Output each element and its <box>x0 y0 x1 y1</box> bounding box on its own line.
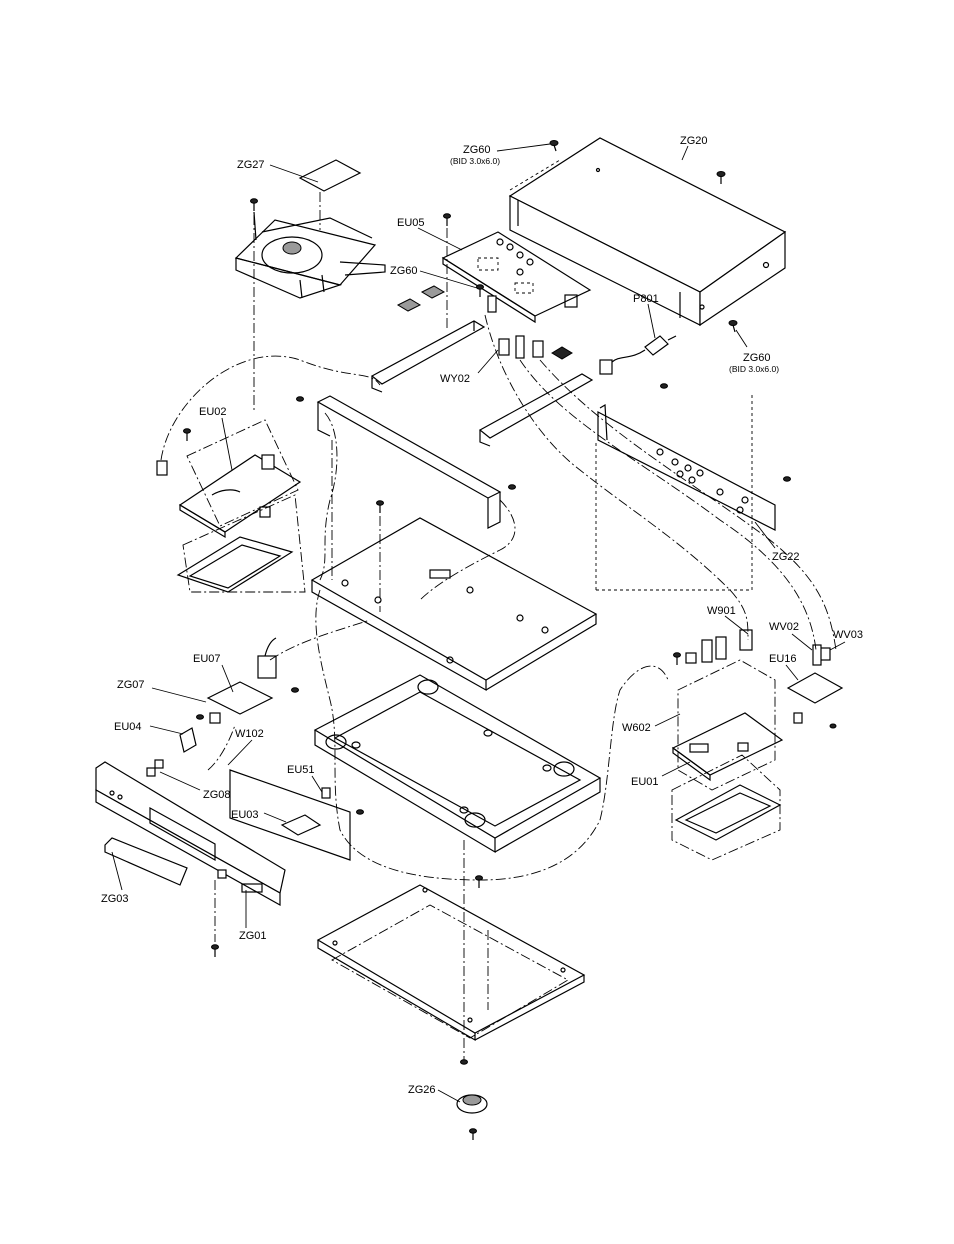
bottom-plate <box>318 885 584 1040</box>
board-eu07 <box>208 638 276 714</box>
screw-eu02 <box>184 429 191 441</box>
screw-eu03 <box>357 810 364 814</box>
screw-bottom-plate <box>461 1060 468 1064</box>
label-zg07: ZG07 <box>117 679 145 691</box>
screw-eu04 <box>197 715 204 719</box>
label-w901: W901 <box>707 605 736 617</box>
label-eu07: EU07 <box>193 653 221 665</box>
screw-zg22-top <box>661 384 668 388</box>
label-wy02: WY02 <box>440 373 470 385</box>
screw-eu05 <box>444 214 451 226</box>
foot-zg26 <box>457 1095 487 1113</box>
label-zg20: ZG20 <box>680 135 708 147</box>
connector-eu01 <box>686 653 696 663</box>
label-w102: W102 <box>235 728 264 740</box>
screw-cover-right <box>717 172 725 185</box>
front-chassis-bracket <box>318 396 500 528</box>
bottom-frame <box>315 675 600 852</box>
rear-panel-zg22 <box>598 405 775 530</box>
tray-eu02 <box>178 537 292 592</box>
label-zg60-mid: ZG60 <box>390 265 418 277</box>
label-zg60-top: ZG60 <box>463 144 491 156</box>
label-zg26: ZG26 <box>408 1084 436 1096</box>
screw-zg60-top <box>550 141 558 152</box>
connectors-w901 <box>702 630 752 662</box>
label-eu03: EU03 <box>231 809 259 821</box>
screw-bottom-frame <box>476 876 483 888</box>
screw-eu07 <box>292 688 299 692</box>
label-zg60-right: ZG60 <box>743 352 771 364</box>
label-zg03: ZG03 <box>101 893 129 905</box>
label-zg60-top-note: (BID 3.0x6.0) <box>450 156 501 166</box>
screw-loader <box>251 199 258 211</box>
knob-zg07 <box>210 713 220 723</box>
main-chassis <box>312 518 596 690</box>
label-eu01: EU01 <box>631 776 659 788</box>
screw-zg60-mid <box>477 285 484 297</box>
board-eu02 <box>180 455 300 537</box>
label-w602: W602 <box>622 722 651 734</box>
screw-zg22-right <box>784 477 791 481</box>
screw-zg01 <box>212 945 219 957</box>
label-eu51: EU51 <box>287 764 315 776</box>
label-zg08: ZG08 <box>203 789 231 801</box>
screw-zg26 <box>470 1129 477 1140</box>
label-eu05: EU05 <box>397 217 425 229</box>
label-wv03: WV03 <box>833 629 863 641</box>
label-zg01: ZG01 <box>239 930 267 942</box>
label-zg22: ZG22 <box>772 551 800 563</box>
rear-bracket <box>480 374 592 446</box>
board-eu04 <box>180 728 196 752</box>
screw-chassis <box>377 501 384 513</box>
label-eu04: EU04 <box>114 721 142 733</box>
screw-bracket-right <box>509 485 516 489</box>
power-cord-p801 <box>600 336 676 374</box>
label-zg60-right-note: (BID 3.0x6.0) <box>729 364 780 374</box>
buttons-zg08 <box>147 760 163 776</box>
disc-loader-mechanism <box>236 160 385 298</box>
screw-eu16 <box>830 724 836 728</box>
board-eu01 <box>673 713 782 780</box>
label-zg27: ZG27 <box>237 159 265 171</box>
screw-bracket-left <box>297 397 304 401</box>
label-p801: P801 <box>633 293 659 305</box>
screw-eu01 <box>674 653 681 665</box>
label-eu16: EU16 <box>769 653 797 665</box>
connector-eu02 <box>157 461 167 475</box>
tray-eu01 <box>676 785 780 840</box>
label-wv02: WV02 <box>769 621 799 633</box>
label-eu02: EU02 <box>199 406 227 418</box>
